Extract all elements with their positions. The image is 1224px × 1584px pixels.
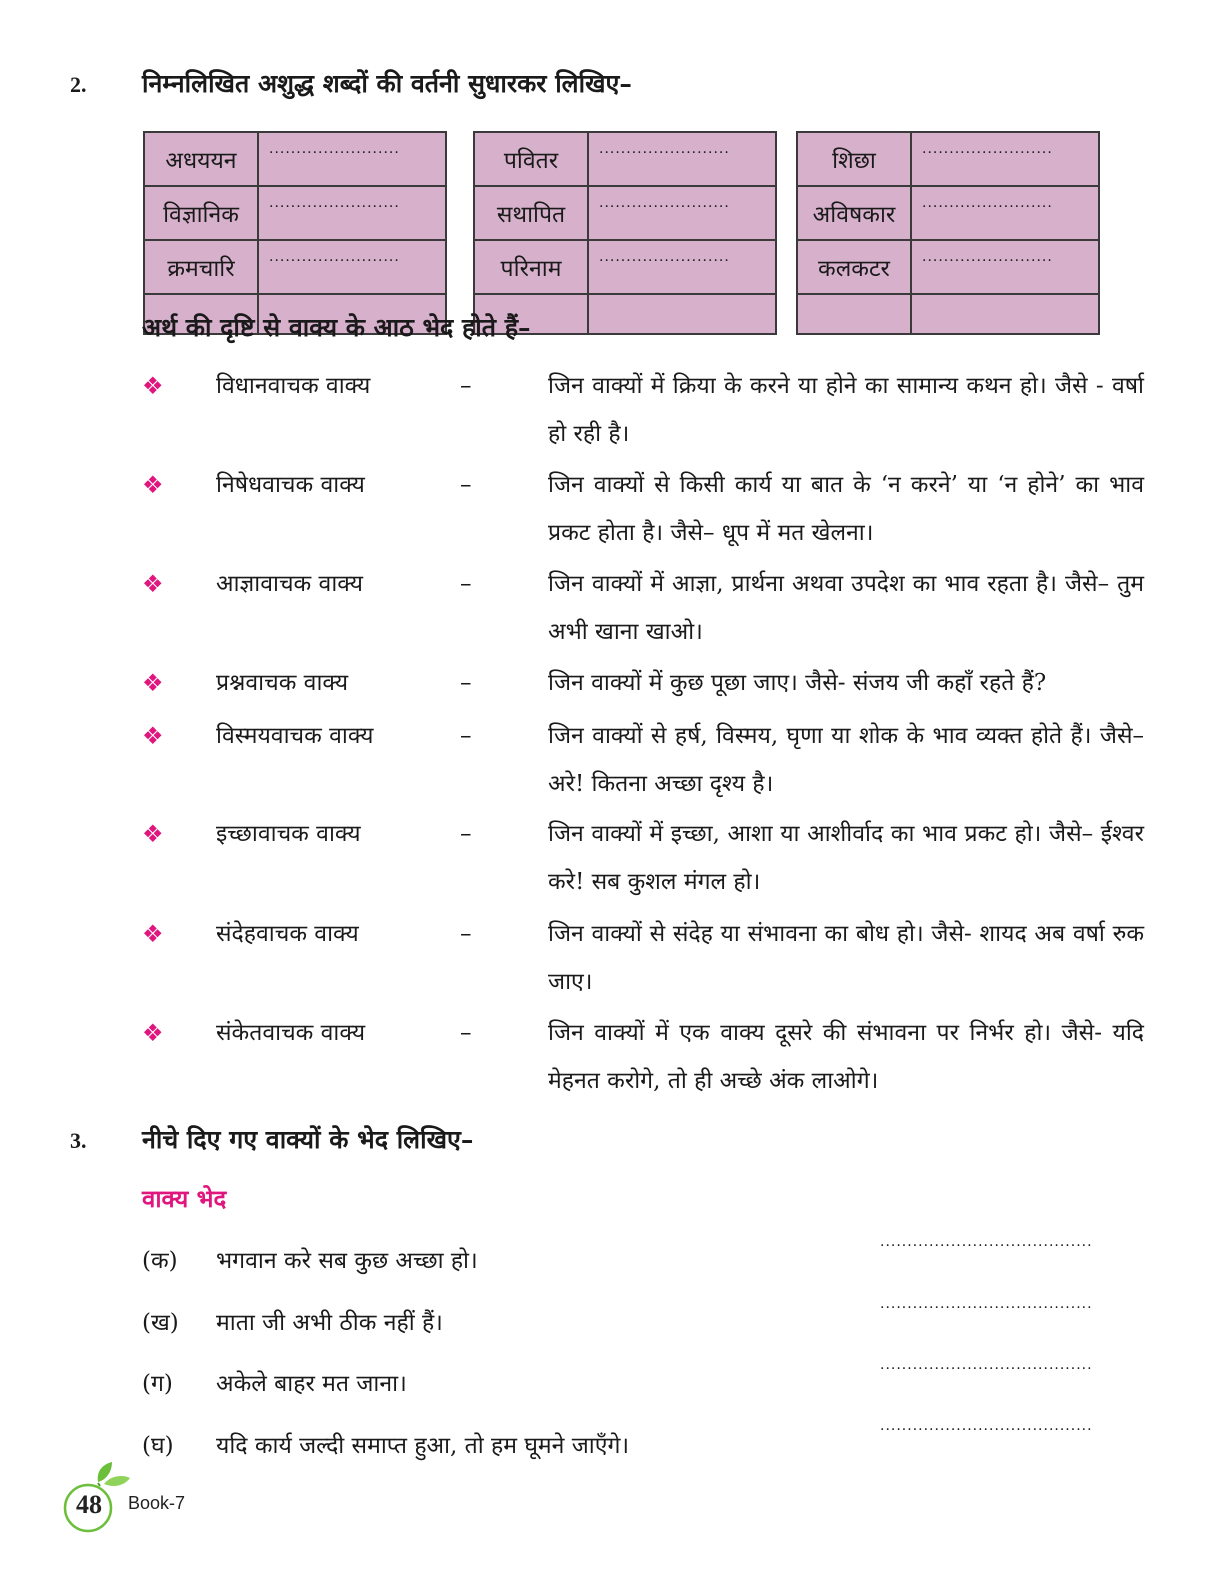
separator-dash: – xyxy=(460,472,472,498)
word-table-2 xyxy=(473,131,777,335)
sentence-type-name: विधानवाचक वाक्य xyxy=(216,373,371,399)
bullet-icon: ❖ xyxy=(142,820,164,848)
sentence-type-description: जिन वाक्यों में कुछ पूछा जाए। जैसे- संजय जी कहाँ रहते हैं? xyxy=(548,670,1047,696)
sentence-type-description: जिन वाक्यों में एक वाक्य दूसरे की संभावना पर निर्भर हो। जैसे- यदि मेहनत करोगे, तो ही अच्छे अंक लाओगे। xyxy=(548,1020,1144,1094)
sentence-type-description: जिन वाक्यों से संदेह या संभावना का बोध हो। जैसे- शायद अब वर्षा रुक जाए। xyxy=(548,921,1144,995)
answer-blank[interactable]: ······································· xyxy=(880,1300,1093,1316)
exercise-item xyxy=(142,1428,629,1460)
separator-dash: – xyxy=(460,571,472,597)
wrong-word: अधययन xyxy=(144,132,258,186)
wrong-word: सथापित xyxy=(474,186,588,240)
sentence-type-name: संदेहवाचक वाक्य xyxy=(216,921,359,947)
exercise-item xyxy=(142,1366,407,1398)
bullet-icon: ❖ xyxy=(142,372,164,400)
exercise-item xyxy=(142,1305,443,1337)
question-2-heading: निम्नलिखित अशुद्ध शब्दों की वर्तनी सुधारकर लिखिए– xyxy=(142,69,632,98)
bullet-icon: ❖ xyxy=(142,669,164,697)
separator-dash: – xyxy=(460,670,472,696)
wrong-word: अविषकार xyxy=(797,186,911,240)
bullet-icon: ❖ xyxy=(142,920,164,948)
sentence-type-description: जिन वाक्यों में क्रिया के करने या होने का सामान्य कथन हो। जैसे - वर्षा हो रही है। xyxy=(548,373,1144,447)
answer-blank[interactable]: ······································· xyxy=(880,1361,1093,1377)
answer-blank[interactable]: ························ xyxy=(258,132,446,186)
wrong-word: क्रमचारि xyxy=(144,240,258,294)
sentence-type-name: प्रश्नवाचक वाक्य xyxy=(216,670,349,696)
question-3-heading: नीचे दिए गए वाक्यों के भेद लिखिए– xyxy=(142,1125,474,1154)
answer-blank[interactable]: ························ xyxy=(588,132,776,186)
answer-blank[interactable]: ························ xyxy=(588,186,776,240)
wrong-word: शिछा xyxy=(797,132,911,186)
answer-blank[interactable]: ······································· xyxy=(880,1238,1093,1254)
bullet-icon: ❖ xyxy=(142,722,164,750)
item-sentence: माता जी अभी ठीक नहीं हैं। xyxy=(216,1310,443,1336)
sentence-type-description: जिन वाक्यों में आज्ञा, प्रार्थना अथवा उपदेश का भाव रहता है। जैसे– तुम अभी खाना खाओ। xyxy=(548,571,1144,645)
separator-dash: – xyxy=(460,723,472,749)
answer-blank[interactable]: ························ xyxy=(588,240,776,294)
sentence-types-heading: अर्थ की दृष्टि से वाक्य के आठ भेद होते हैं– xyxy=(142,313,531,342)
item-label: (ख) xyxy=(142,1310,179,1336)
wrong-word: विज्ञानिक xyxy=(144,186,258,240)
sentence-type-name: संकेतवाचक वाक्य xyxy=(216,1020,366,1046)
answer-blank[interactable]: ························ xyxy=(911,240,1099,294)
item-label: (घ) xyxy=(142,1433,174,1459)
page-number: 48 xyxy=(76,1490,102,1519)
item-label: (क) xyxy=(142,1248,178,1274)
answer-blank[interactable]: ························ xyxy=(911,186,1099,240)
wrong-word: कलकटर xyxy=(797,240,911,294)
question-number-2: 2. xyxy=(70,72,87,97)
answer-blank[interactable]: ························ xyxy=(258,240,446,294)
word-table-3 xyxy=(796,131,1100,335)
answer-blank[interactable]: ······································· xyxy=(880,1422,1093,1438)
question-number-3: 3. xyxy=(70,1128,87,1153)
item-label: (ग) xyxy=(142,1371,173,1397)
vakya-bhed-subheading: वाक्य भेद xyxy=(142,1184,227,1213)
sentence-type-name: विस्मयवाचक वाक्य xyxy=(216,723,374,749)
separator-dash: – xyxy=(460,821,472,847)
separator-dash: – xyxy=(460,921,472,947)
answer-blank[interactable]: ························ xyxy=(911,132,1099,186)
book-label: Book-7 xyxy=(128,1493,186,1513)
item-sentence: अकेले बाहर मत जाना। xyxy=(216,1371,407,1397)
wrong-word: पवितर xyxy=(474,132,588,186)
separator-dash: – xyxy=(460,373,472,399)
sentence-type-description: जिन वाक्यों में इच्छा, आशा या आशीर्वाद का भाव प्रकट हो। जैसे– ईश्वर करे! सब कुशल मंगल हो। xyxy=(548,821,1144,895)
word-table-1 xyxy=(143,131,447,335)
wrong-word: परिनाम xyxy=(474,240,588,294)
bullet-icon: ❖ xyxy=(142,1019,164,1047)
sentence-type-name: इच्छावाचक वाक्य xyxy=(216,821,361,847)
bullet-icon: ❖ xyxy=(142,570,164,598)
answer-blank[interactable]: ························ xyxy=(258,186,446,240)
sentence-type-description: जिन वाक्यों से हर्ष, विस्मय, घृणा या शोक के भाव व्यक्त होते हैं। जैसे– अरे! कितना अच्छा दृश्य है। xyxy=(548,723,1144,797)
exercise-item xyxy=(142,1243,478,1275)
separator-dash: – xyxy=(460,1020,472,1046)
sentence-type-name: निषेधवाचक वाक्य xyxy=(216,472,365,498)
item-sentence: यदि कार्य जल्दी समाप्त हुआ, तो हम घूमने जाएँगे। xyxy=(216,1433,630,1459)
sentence-type-description: जिन वाक्यों से किसी कार्य या बात के ‘न करने’ या ‘न होने’ का भाव प्रकट होता है। जैसे– धूप में मत खेलना। xyxy=(548,472,1144,546)
bullet-icon: ❖ xyxy=(142,471,164,499)
item-sentence: भगवान करे सब कुछ अच्छा हो। xyxy=(216,1248,478,1274)
sentence-type-name: आज्ञावाचक वाक्य xyxy=(216,571,363,597)
